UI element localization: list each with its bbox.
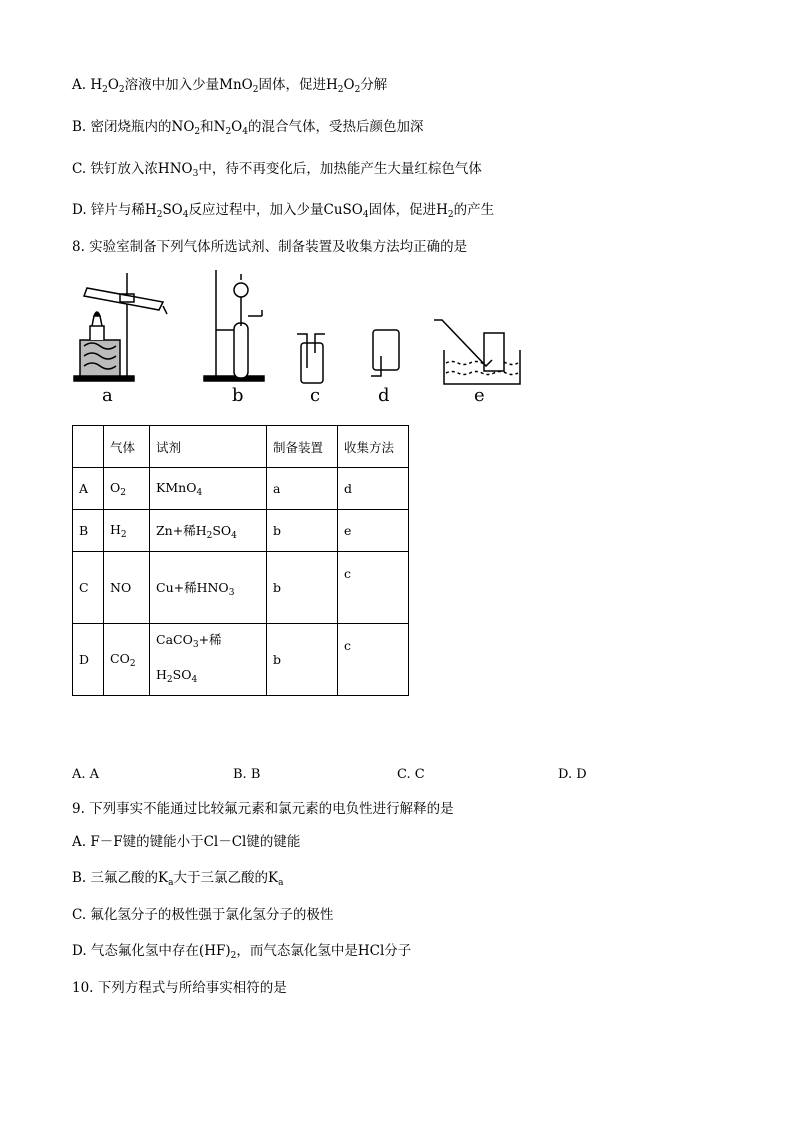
apparatus-a-icon <box>74 273 167 381</box>
table-header-cell: 气体 <box>104 426 150 468</box>
q8-answer-a: A. A <box>72 767 100 782</box>
q8-answer-b: B. B <box>233 767 261 782</box>
row-reagent: Zn+稀$H_2SO_4$ <box>150 510 267 552</box>
table-row <box>73 510 409 552</box>
row-id: D <box>73 624 104 696</box>
q9-option-a: A. F－F键的键能小于Cl－Cl键的键能 <box>72 834 301 850</box>
table-header-cell: 试剂 <box>150 426 267 468</box>
q7-option-d: D. 锌片与稀$H_2SO_4$反应过程中，加入少量CuSO$_4$固体，促进$H_2$的产生 <box>72 202 495 220</box>
table-header-cell: 收集方法 <box>338 426 409 468</box>
q7-option-c: C. 铁钉放入浓$HNO_3$中，待不再变化后，加热能产生大量红棕色气体 <box>72 161 482 179</box>
q8-answer-c: C. C <box>397 767 425 782</box>
q7-option-a: A. $H_2O_2$溶液中加入少量MnO$_2$固体，促进$H_2O_2$分解 <box>72 77 388 95</box>
row-id: B <box>73 510 104 552</box>
q8-table <box>72 425 409 696</box>
apparatus-label-b: b <box>232 385 244 406</box>
apparatus-label-c: c <box>310 385 321 406</box>
apparatus-e-icon <box>434 320 520 384</box>
row-device: b <box>267 510 338 552</box>
row-gas: $O_2$ <box>104 468 150 510</box>
q9-option-b: B. 三氟乙酸的$K_a$大于三氯乙酸的$K_a$ <box>72 870 284 888</box>
row-collect: e <box>338 510 409 552</box>
row-device: a <box>267 468 338 510</box>
row-reagent: CaCO$_3$+稀 $H_2SO_4$ <box>150 624 267 696</box>
q7-option-b: B. 密闭烧瓶内的$NO_2$和$N_2O_4$的混合气体，受热后颜色加深 <box>72 119 424 137</box>
apparatus-d-icon <box>371 330 399 376</box>
apparatus-label-e: e <box>474 385 485 406</box>
table-header-row <box>73 426 409 468</box>
table-row <box>73 552 409 624</box>
row-device: b <box>267 552 338 624</box>
row-collect: c <box>338 624 409 696</box>
apparatus-label-a: a <box>102 385 113 406</box>
row-id: A <box>73 468 104 510</box>
row-device: b <box>267 624 338 696</box>
row-id: C <box>73 552 104 624</box>
row-reagent: KMnO$_4$ <box>150 468 267 510</box>
row-collect: d <box>338 468 409 510</box>
row-gas: $CO_2$ <box>104 624 150 696</box>
apparatus-b-icon <box>204 270 264 381</box>
table-header-cell: 制备装置 <box>267 426 338 468</box>
q9-option-d: D. 气态氟化氢中存在$(HF)_2$，而气态氯化氢中是HCl分子 <box>72 943 412 961</box>
apparatus-c-icon <box>297 334 325 383</box>
apparatus-label-d: d <box>378 385 390 406</box>
q8-stem: 8. 实验室制备下列气体所选试剂、制备装置及收集方法均正确的是 <box>72 239 468 255</box>
apparatus-figure <box>72 268 532 408</box>
apparatus-drawing <box>72 268 532 388</box>
row-gas: $H_2$ <box>104 510 150 552</box>
q9-option-c: C. 氟化氢分子的极性强于氯化氢分子的极性 <box>72 907 334 923</box>
row-gas: NO <box>104 552 150 624</box>
row-collect: c <box>338 552 409 624</box>
table-header-cell <box>73 426 104 468</box>
table-row <box>73 468 409 510</box>
q8-answer-d: D. D <box>558 767 587 782</box>
row-reagent: Cu+稀$HNO_3$ <box>150 552 267 624</box>
table-row <box>73 624 409 696</box>
q10-stem: 10. 下列方程式与所给事实相符的是 <box>72 980 287 996</box>
q9-stem: 9. 下列事实不能通过比较氟元素和氯元素的电负性进行解释的是 <box>72 801 454 817</box>
